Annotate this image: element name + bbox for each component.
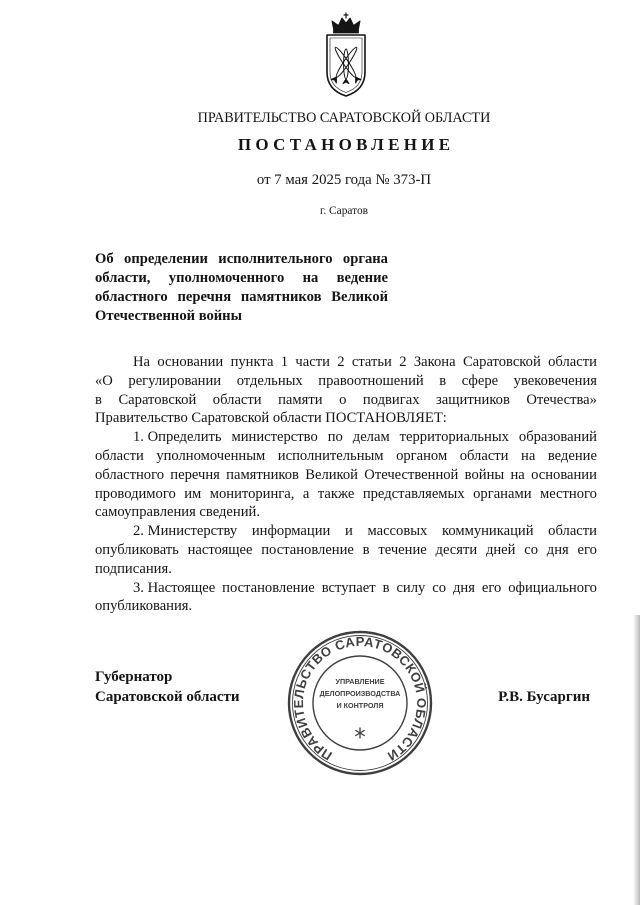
signatory-position-line-1: Губернатор: [95, 669, 173, 685]
item-1-line: областного перечня памятников Великой Отечественной войны на основании: [95, 466, 597, 483]
stamp-center-line: И КОНТРОЛЯ: [336, 701, 384, 710]
scan-edge-shadow: [633, 615, 640, 905]
item-3-line: опубликования.: [95, 598, 193, 615]
decree-title: [95, 250, 388, 326]
item-1-line: области уполномоченным исполнительным органом области на ведение: [95, 447, 597, 464]
stamp-center-line: УПРАВЛЕНИЕ: [335, 677, 385, 686]
decree-body: [95, 353, 597, 616]
title-line: области, уполномоченного на ведение: [95, 270, 388, 286]
item-2-line: подписания.: [95, 560, 172, 577]
preamble-line: На основании пункта 1 части 2 статьи 2 Закона Саратовской области: [133, 354, 597, 370]
item-2-line: 2. Министерству информации и массовых коммуникаций области: [133, 523, 597, 540]
item-1-line: 1. Определить министерство по делам территориальных образований: [133, 429, 597, 446]
stamp-center-line: ДЕЛОПРОИЗВОДСТВА: [319, 689, 401, 698]
signatory-name: Р.В. Бусаргин: [498, 689, 590, 705]
title-line: Об определении исполнительного органа: [95, 251, 388, 267]
document-type: ПОСТАНОВЛЕНИЕ: [237, 135, 455, 154]
preamble-line: Правительство Саратовской области ПОСТАНОВЛЯЕТ:: [95, 410, 447, 427]
document-city: г. Саратов: [319, 205, 369, 217]
signatory-position-line-2: Саратовской области: [95, 689, 240, 705]
coat-of-arms-icon: [322, 12, 370, 98]
item-3-line: 3. Настоящее постановление вступает в силу со дня его официального: [133, 579, 597, 596]
stamp-ring-text-path: ПРАВИТЕЛЬСТВО САРАТОВСКОЙ ОБЛАСТИ: [290, 633, 430, 764]
official-stamp: [285, 628, 435, 778]
stamp-ring-text: [291, 634, 429, 764]
preamble-line: в Саратовской области памяти о подвигах защитников Отечества»: [95, 391, 597, 408]
government-name: ПРАВИТЕЛЬСТВО САРАТОВСКОЙ ОБЛАСТИ: [197, 110, 491, 126]
stamp-star-icon: [356, 728, 365, 738]
item-2-line: опубликовать настоящее постановление в течение десяти дней со дня его: [95, 541, 597, 558]
title-line: Отечественной войны: [95, 308, 242, 324]
preamble-line: «О регулировании отдельных правоотношений в сфере увековечения: [95, 372, 597, 389]
title-line: областного перечня памятников Великой: [95, 289, 388, 305]
item-1-line: самоуправления сведений.: [95, 504, 260, 521]
document-date-number: от 7 мая 2025 года № 373-П: [256, 172, 432, 188]
item-1-line: проводимого им мониторинга, а также представляемых органами местного: [95, 485, 597, 502]
